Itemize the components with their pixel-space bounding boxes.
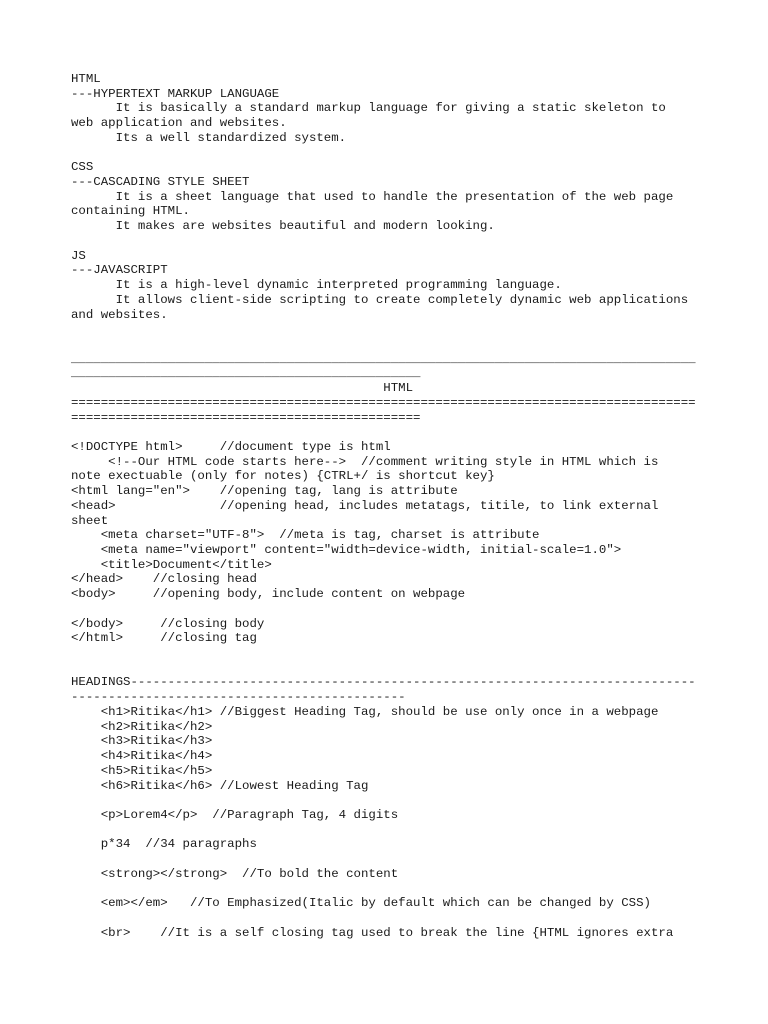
text-line: ---JAVASCRIPT bbox=[71, 263, 168, 278]
dash-divider: --------------------------------------------- bbox=[71, 690, 406, 705]
code-line: <meta name="viewport" content="width=device-width, initial-scale=1.0"> bbox=[71, 543, 622, 557]
code-line: sheet bbox=[71, 513, 109, 528]
blank-line bbox=[71, 852, 711, 867]
code-line: </html> //closing tag bbox=[71, 631, 257, 646]
equals-divider: =============================================== bbox=[71, 410, 421, 425]
blank-line bbox=[71, 337, 711, 352]
blank-line bbox=[71, 322, 711, 337]
blank-line bbox=[71, 602, 711, 617]
text-line: HTML bbox=[71, 72, 101, 86]
code-line: <head> //opening head, includes metatags, titile, to link external bbox=[71, 498, 659, 513]
text-line: Its a well standardized system. bbox=[71, 130, 347, 145]
text-line: It is basically a standard markup language for giving a static skeleton to bbox=[71, 101, 666, 116]
blank-line bbox=[71, 911, 711, 926]
text-line: and websites. bbox=[71, 307, 168, 322]
code-line: <meta charset="UTF-8"> //meta is tag, charset is attribute bbox=[71, 528, 540, 543]
text-line: ---CASCADING STYLE SHEET bbox=[71, 175, 250, 190]
blank-line bbox=[71, 646, 711, 661]
text-line: ---HYPERTEXT MARKUP LANGUAGE bbox=[71, 86, 280, 101]
blank-line bbox=[71, 146, 711, 161]
text-line: CSS bbox=[71, 160, 94, 175]
text-line: It is a high-level dynamic interpreted programming language. bbox=[71, 278, 562, 293]
blank-line bbox=[71, 425, 711, 440]
code-line: <h1>Ritika</h1> //Biggest Heading Tag, should be use only once in a webpage bbox=[71, 704, 659, 719]
blank-line bbox=[71, 823, 711, 838]
text-line: JS bbox=[71, 248, 86, 263]
text-line: containing HTML. bbox=[71, 204, 190, 219]
blank-line bbox=[71, 661, 711, 676]
blank-line bbox=[71, 234, 711, 249]
code-line: <!DOCTYPE html> //document type is html bbox=[71, 439, 391, 454]
code-line: </body> //closing body bbox=[71, 616, 265, 631]
code-line: <strong></strong> //To bold the content bbox=[71, 866, 399, 881]
blank-line bbox=[71, 793, 711, 808]
code-line: <body> //opening body, include content on webpage bbox=[71, 587, 466, 602]
headings-section-title: HEADINGS---------------------------------------------------------------------------- bbox=[71, 675, 696, 690]
underscore-divider: _______________________________________________ bbox=[71, 366, 421, 381]
code-line: p*34 //34 paragraphs bbox=[71, 837, 257, 852]
blank-line bbox=[71, 882, 711, 897]
code-line: <h3>Ritika</h3> bbox=[71, 734, 213, 749]
code-line: <p>Lorem4</p> //Paragraph Tag, 4 digits bbox=[71, 807, 399, 822]
code-line: <h5>Ritika</h5> bbox=[71, 763, 213, 778]
code-line: <br> //It is a self closing tag used to break the line {HTML ignores extra bbox=[71, 925, 674, 940]
code-line: <h6>Ritika</h6> //Lowest Heading Tag bbox=[71, 778, 369, 793]
code-line: <h2>Ritika</h2> bbox=[71, 719, 213, 734]
code-line: <html lang="en"> //opening tag, lang is attribute bbox=[71, 484, 458, 499]
section-title: HTML bbox=[71, 381, 414, 396]
document-page bbox=[71, 72, 711, 940]
code-line: <h4>Ritika</h4> bbox=[71, 749, 213, 764]
text-line: It is a sheet language that used to handle the presentation of the web page bbox=[71, 189, 674, 204]
code-line: <title>Document</title> bbox=[71, 557, 272, 572]
text-line: It makes are websites beautiful and modern looking. bbox=[71, 219, 495, 234]
code-line: <!--Our HTML code starts here--> //comment writing style in HTML which is bbox=[71, 454, 659, 469]
code-line: </head> //closing head bbox=[71, 572, 257, 587]
underscore-divider: ____________________________________________________________________________________ bbox=[71, 351, 696, 366]
equals-divider: ==================================================================================== bbox=[71, 395, 696, 410]
text-line: web application and websites. bbox=[71, 116, 287, 131]
code-line: <em></em> //To Emphasized(Italic by default which can be changed by CSS) bbox=[71, 896, 651, 911]
code-line: note exectuable (only for notes) {CTRL+/ is shortcut key} bbox=[71, 469, 495, 484]
text-line: It allows client-side scripting to create completely dynamic web applications bbox=[71, 292, 689, 307]
